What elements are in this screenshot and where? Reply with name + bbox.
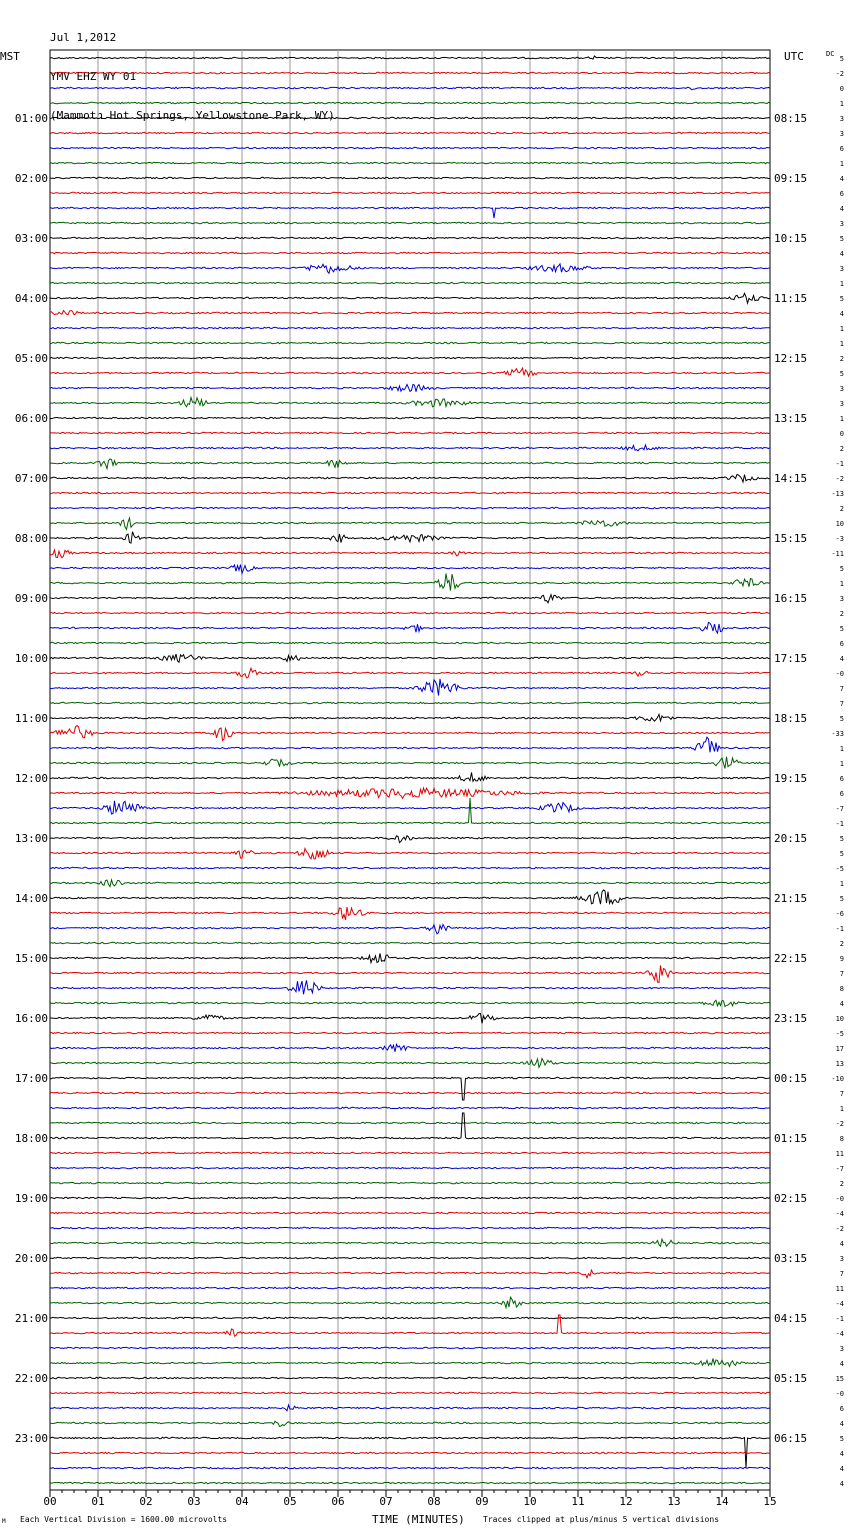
trace-row <box>50 550 770 558</box>
trace-row <box>50 679 770 696</box>
trace-row <box>50 87 770 90</box>
trace-row <box>50 327 770 328</box>
dc-offset-value: 8 <box>839 1135 844 1143</box>
trace-row <box>50 1359 770 1367</box>
dc-offset-value: 2 <box>839 505 844 513</box>
dc-offset-value: -1 <box>835 1315 844 1323</box>
right-time-label: 21:15 <box>774 892 808 905</box>
right-time-label: 09:15 <box>774 172 808 185</box>
trace-row <box>50 1347 770 1348</box>
trace-row <box>50 773 770 782</box>
dc-offset-value: 5 <box>839 625 844 633</box>
left-time-label: 07:00 <box>14 472 48 485</box>
dc-offset-value: 2 <box>839 1180 844 1188</box>
left-time-label: 14:00 <box>14 892 48 905</box>
dc-offset-value: -4 <box>835 1330 844 1338</box>
dc-offset-value: -2 <box>835 1225 844 1233</box>
dc-offset-value: -0 <box>835 1195 844 1203</box>
trace-row <box>50 357 770 358</box>
dc-offset-value: 5 <box>839 715 844 723</box>
trace-row <box>50 737 770 752</box>
trace-row <box>50 612 770 613</box>
left-time-label: 06:00 <box>14 412 48 425</box>
trace-row <box>50 622 770 633</box>
dc-offset-value: -1 <box>835 925 844 933</box>
right-time-label: 01:15 <box>774 1132 808 1145</box>
trace-row <box>50 849 770 859</box>
x-tick-label: 02 <box>139 1495 153 1508</box>
dc-offset-value: 6 <box>839 775 844 783</box>
dc-offset-value: 4 <box>839 1240 844 1248</box>
left-time-label: 09:00 <box>14 592 48 605</box>
trace-row <box>50 1317 770 1318</box>
header-station: YMV EHZ WY 01 <box>50 70 137 83</box>
left-time-label: 03:00 <box>14 232 48 245</box>
trace-row <box>50 237 770 238</box>
trace-row <box>50 1405 770 1411</box>
trace-row <box>50 459 770 469</box>
dc-offset-value: 5 <box>839 565 844 573</box>
dc-offset-value: 4 <box>839 655 844 663</box>
x-tick-label: 11 <box>571 1495 585 1508</box>
trace-row <box>50 1032 770 1033</box>
scale-note: Each Vertical Division = 1600.00 microvolts <box>20 1515 228 1524</box>
left-time-label: 11:00 <box>14 712 48 725</box>
trace-row <box>50 147 770 148</box>
dc-offset-value: -7 <box>835 1165 844 1173</box>
trace-row <box>50 714 770 721</box>
trace-row <box>50 757 770 769</box>
logo-mark: M <box>2 1518 6 1525</box>
left-time-label: 17:00 <box>14 1072 48 1085</box>
trace-row <box>50 207 770 218</box>
right-time-label: 13:15 <box>774 412 808 425</box>
x-tick-label: 14 <box>715 1495 729 1508</box>
left-time-label: 16:00 <box>14 1012 48 1025</box>
dc-offset-value: 5 <box>839 835 844 843</box>
dc-offset-value: 3 <box>839 130 844 138</box>
trace-row <box>50 1482 770 1483</box>
trace-row <box>50 311 770 315</box>
dc-offset-value: 6 <box>839 1405 844 1413</box>
trace-row <box>50 532 770 543</box>
dc-offset-value: 5 <box>839 295 844 303</box>
dc-offset-value: 7 <box>839 700 844 708</box>
left-time-label: 22:00 <box>14 1372 48 1385</box>
dc-offset-value: 3 <box>839 400 844 408</box>
trace-row <box>50 1092 770 1093</box>
dc-offset-value: 1 <box>839 760 844 768</box>
right-time-label: 04:15 <box>774 1312 808 1325</box>
trace-row <box>50 1197 770 1198</box>
dc-offset-value: 2 <box>839 445 844 453</box>
trace-row <box>50 1377 770 1378</box>
trace-row <box>50 836 770 843</box>
right-time-label: 11:15 <box>774 292 808 305</box>
dc-offset-value: 5 <box>839 850 844 858</box>
trace-row <box>50 162 770 163</box>
dc-offset-value: 10 <box>835 520 844 528</box>
dc-offset-value: 11 <box>835 1150 844 1158</box>
trace-row <box>50 1014 770 1024</box>
trace-row <box>50 1297 770 1308</box>
right-time-label: 05:15 <box>774 1372 808 1385</box>
trace-row <box>50 445 770 451</box>
dc-offset-value: 3 <box>839 595 844 603</box>
dc-offset-value: 7 <box>839 970 844 978</box>
dc-offset-value: 1 <box>839 1105 844 1113</box>
left-time-label: 10:00 <box>14 652 48 665</box>
dc-offset-value: 2 <box>839 610 844 618</box>
dc-offset-value: -2 <box>835 475 844 483</box>
trace-row <box>50 801 770 814</box>
right-time-label: 17:15 <box>774 652 808 665</box>
x-tick-label: 06 <box>331 1495 345 1508</box>
right-time-label: 06:15 <box>774 1432 808 1445</box>
dc-offset-header: DC <box>826 50 835 58</box>
dc-offset-value: -5 <box>835 1030 844 1038</box>
trace-row <box>50 132 770 133</box>
dc-offset-value: 1 <box>839 415 844 423</box>
x-tick-label: 12 <box>619 1495 633 1508</box>
left-time-label: 13:00 <box>14 832 48 845</box>
trace-row <box>50 574 770 591</box>
dc-offset-value: 6 <box>839 640 844 648</box>
dc-offset-value: 5 <box>839 895 844 903</box>
left-timezone-label: MST <box>0 50 20 63</box>
header-date: Jul 1,2012 <box>50 31 117 44</box>
left-time-label: 21:00 <box>14 1312 48 1325</box>
dc-offset-value: 1 <box>839 340 844 348</box>
right-time-label: 12:15 <box>774 352 808 365</box>
trace-row <box>50 385 770 392</box>
right-time-label: 03:15 <box>774 1252 808 1265</box>
dc-offset-value: 4 <box>839 1360 844 1368</box>
left-time-label: 18:00 <box>14 1132 48 1145</box>
dc-offset-value: -0 <box>835 670 844 678</box>
dc-offset-value: 3 <box>839 1345 844 1353</box>
dc-offset-value: 5 <box>839 55 844 63</box>
right-time-label: 08:15 <box>774 112 808 125</box>
left-time-label: 05:00 <box>14 352 48 365</box>
dc-offset-value: -3 <box>835 535 844 543</box>
dc-offset-value: 4 <box>839 310 844 318</box>
dc-offset-value: 1 <box>839 580 844 588</box>
right-time-label: 02:15 <box>774 1192 808 1205</box>
trace-row <box>50 668 770 678</box>
dc-offset-value: 1 <box>839 325 844 333</box>
trace-row <box>50 565 770 574</box>
right-time-label: 14:15 <box>774 472 808 485</box>
dc-offset-value: -7 <box>835 805 844 813</box>
trace-row <box>50 880 770 887</box>
x-tick-label: 04 <box>235 1495 249 1508</box>
trace-row <box>50 1167 770 1168</box>
dc-offset-value: 1 <box>839 880 844 888</box>
left-time-label: 08:00 <box>14 532 48 545</box>
dc-offset-value: -11 <box>831 550 844 558</box>
x-tick-label: 08 <box>427 1495 441 1508</box>
trace-row <box>50 907 770 920</box>
dc-offset-value: -13 <box>831 490 844 498</box>
dc-offset-value: 8 <box>839 985 844 993</box>
dc-offset-value: -10 <box>831 1075 844 1083</box>
dc-offset-value: 13 <box>835 1060 844 1068</box>
dc-offset-value: 1 <box>839 280 844 288</box>
trace-row <box>50 788 770 798</box>
dc-offset-value: 5 <box>839 235 844 243</box>
dc-offset-value: -33 <box>831 730 844 738</box>
right-time-label: 10:15 <box>774 232 808 245</box>
right-timezone-label: UTC <box>784 50 804 63</box>
dc-offset-value: 4 <box>839 1450 844 1458</box>
trace-row <box>50 890 770 904</box>
dc-offset-value: 10 <box>835 1015 844 1023</box>
trace-row <box>50 1113 770 1139</box>
trace-row <box>50 507 770 508</box>
trace-row <box>50 492 770 493</box>
trace-row <box>50 1107 770 1108</box>
trace-row <box>50 654 770 662</box>
trace-row <box>50 1239 770 1246</box>
dc-offset-value: 7 <box>839 685 844 693</box>
trace-row <box>50 1182 770 1183</box>
trace-row <box>50 1467 770 1468</box>
dc-offset-value: 2 <box>839 940 844 948</box>
trace-row <box>50 222 770 223</box>
trace-row <box>50 432 770 433</box>
dc-offset-value: 3 <box>839 385 844 393</box>
trace-row <box>50 925 770 934</box>
trace-row <box>50 980 770 994</box>
dc-offset-value: 3 <box>839 1255 844 1263</box>
trace-row <box>50 867 770 868</box>
header-location: (Mammoth Hot Springs, Yellowstone Park, WY) <box>50 109 335 122</box>
trace-row <box>50 1452 770 1453</box>
trace-row <box>50 942 770 943</box>
dc-offset-value: 3 <box>839 115 844 123</box>
trace-row <box>50 342 770 343</box>
clip-note: Traces clipped at plus/minus 5 vertical divisions <box>483 1515 720 1524</box>
trace-row <box>50 518 770 529</box>
dc-offset-value: 7 <box>839 1270 844 1278</box>
dc-offset-value: 3 <box>839 265 844 273</box>
trace-row <box>50 56 770 59</box>
left-time-label: 01:00 <box>14 112 48 125</box>
trace-row <box>50 953 770 962</box>
dc-offset-value: -5 <box>835 865 844 873</box>
dc-offset-value: 9 <box>839 955 844 963</box>
dc-offset-value: 4 <box>839 250 844 258</box>
trace-row <box>50 1122 770 1123</box>
right-time-label: 18:15 <box>774 712 808 725</box>
dc-offset-value: 5 <box>839 370 844 378</box>
trace-row <box>50 1392 770 1393</box>
trace-row <box>50 1227 770 1228</box>
right-time-label: 20:15 <box>774 832 808 845</box>
trace-row <box>50 965 770 982</box>
dc-offset-value: 11 <box>835 1285 844 1293</box>
trace-row <box>50 72 770 73</box>
right-time-label: 19:15 <box>774 772 808 785</box>
x-tick-label: 03 <box>187 1495 201 1508</box>
trace-row <box>50 595 770 603</box>
x-tick-label: 13 <box>667 1495 681 1508</box>
trace-row <box>50 264 770 273</box>
dc-offset-value: 1 <box>839 745 844 753</box>
trace-row <box>50 1000 770 1006</box>
dc-offset-value: 1 <box>839 100 844 108</box>
x-tick-label: 15 <box>763 1495 777 1508</box>
dc-offset-value: 2 <box>839 355 844 363</box>
left-time-label: 19:00 <box>14 1192 48 1205</box>
trace-row <box>50 474 770 482</box>
dc-offset-value: 3 <box>839 220 844 228</box>
dc-offset-value: 7 <box>839 1090 844 1098</box>
trace-row <box>50 726 770 741</box>
x-tick-label: 05 <box>283 1495 297 1508</box>
trace-row <box>50 177 770 178</box>
dc-offset-value: 4 <box>839 175 844 183</box>
trace-row <box>50 1077 770 1100</box>
trace-row <box>50 252 770 253</box>
trace-row <box>50 398 770 407</box>
dc-offset-value: 17 <box>835 1045 844 1053</box>
dc-offset-value: 15 <box>835 1375 844 1383</box>
trace-row <box>50 192 770 193</box>
trace-row <box>50 1421 770 1426</box>
dc-offset-value: -2 <box>835 1120 844 1128</box>
dc-offset-value: -4 <box>835 1210 844 1218</box>
dc-offset-value: 4 <box>839 205 844 213</box>
left-time-label: 20:00 <box>14 1252 48 1265</box>
dc-offset-value: -1 <box>835 820 844 828</box>
right-time-label: 15:15 <box>774 532 808 545</box>
trace-row <box>50 417 770 418</box>
left-time-label: 23:00 <box>14 1432 48 1445</box>
dc-offset-value: -6 <box>835 910 844 918</box>
trace-row <box>50 1257 770 1258</box>
trace-row <box>50 1287 770 1288</box>
trace-row <box>50 293 770 303</box>
left-time-label: 04:00 <box>14 292 48 305</box>
dc-offset-value: 0 <box>839 430 844 438</box>
dc-offset-value: -4 <box>835 1300 844 1308</box>
dc-offset-value: 4 <box>839 1000 844 1008</box>
dc-offset-value: 4 <box>839 1480 844 1488</box>
left-time-label: 02:00 <box>14 172 48 185</box>
trace-row <box>50 1152 770 1153</box>
dc-offset-value: 0 <box>839 85 844 93</box>
trace-row <box>50 1059 770 1068</box>
x-tick-label: 01 <box>91 1495 105 1508</box>
left-time-label: 15:00 <box>14 952 48 965</box>
trace-row <box>50 702 770 703</box>
right-time-label: 23:15 <box>774 1012 808 1025</box>
trace-row <box>50 1270 770 1278</box>
trace-row <box>50 102 770 103</box>
dc-offset-value: -1 <box>835 460 844 468</box>
trace-row <box>50 642 770 643</box>
x-tick-label: 10 <box>523 1495 537 1508</box>
right-time-label: 00:15 <box>774 1072 808 1085</box>
dc-offset-value: 4 <box>839 1465 844 1473</box>
x-tick-label: 07 <box>379 1495 393 1508</box>
dc-offset-value: -2 <box>835 70 844 78</box>
right-time-label: 16:15 <box>774 592 808 605</box>
trace-row <box>50 368 770 376</box>
dc-offset-value: 5 <box>839 1435 844 1443</box>
left-time-label: 12:00 <box>14 772 48 785</box>
x-axis-title: TIME (MINUTES) <box>372 1513 465 1526</box>
trace-row <box>50 1044 770 1052</box>
dc-offset-value: -0 <box>835 1390 844 1398</box>
trace-row <box>50 798 770 824</box>
dc-offset-value: 4 <box>839 1420 844 1428</box>
trace-row <box>50 282 770 283</box>
trace-row <box>50 1212 770 1213</box>
dc-offset-value: 1 <box>839 160 844 168</box>
dc-offset-value: 6 <box>839 190 844 198</box>
x-tick-label: 09 <box>475 1495 489 1508</box>
dc-offset-value: 6 <box>839 145 844 153</box>
dc-offset-value: 6 <box>839 790 844 798</box>
right-time-label: 22:15 <box>774 952 808 965</box>
trace-row <box>50 117 770 118</box>
x-tick-label: 00 <box>43 1495 57 1508</box>
